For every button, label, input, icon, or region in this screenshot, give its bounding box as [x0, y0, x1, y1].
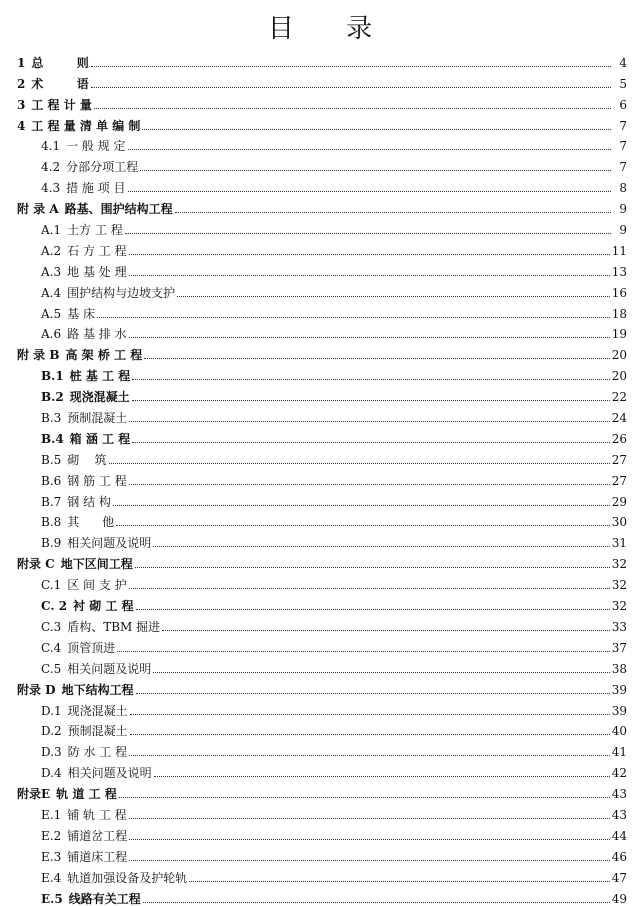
- toc-entry-number: 附录 C: [17, 557, 55, 572]
- dot-leader: [119, 797, 610, 798]
- dot-leader: [130, 734, 610, 735]
- toc-entry[interactable]: [0, 446, 640, 467]
- toc-entry[interactable]: [0, 488, 640, 509]
- toc-entry-page-number: 8: [619, 181, 627, 196]
- toc-entry-number: A.3: [41, 264, 62, 279]
- dot-leader: [129, 484, 610, 485]
- toc-entry-title: 顶管顶进: [67, 640, 116, 655]
- toc-entry[interactable]: [0, 529, 640, 550]
- toc-entry[interactable]: [0, 321, 640, 342]
- dot-leader: [132, 379, 610, 380]
- toc-entry-number: B.1: [41, 369, 64, 384]
- toc-entry-page-number: 40: [611, 724, 627, 739]
- toc-entry-title: 术 语: [31, 76, 89, 91]
- toc-entry-page-number: 4: [619, 55, 627, 70]
- page-title: 目 录: [267, 14, 395, 44]
- toc-entry[interactable]: [0, 153, 640, 174]
- toc-entry[interactable]: [0, 801, 640, 822]
- toc-entry-title: 土方 工 程: [67, 223, 123, 238]
- dot-leader: [143, 902, 610, 903]
- toc-entry-number: B.5: [41, 452, 62, 467]
- toc-entry-title: 一 般 规 定: [66, 139, 126, 154]
- toc-entry-number: A.1: [41, 223, 62, 238]
- toc-entry-page-number: 26: [611, 431, 627, 446]
- dot-leader: [189, 881, 609, 882]
- toc-entry-number: A.2: [41, 243, 62, 258]
- table-of-contents: [0, 49, 640, 906]
- dot-leader: [129, 254, 610, 255]
- toc-entry-number: D.2: [41, 724, 62, 739]
- toc-entry-page-number: 22: [611, 390, 627, 405]
- toc-entry-title: 钢 筋 工 程: [67, 473, 127, 488]
- toc-entry-number: B.7: [41, 494, 62, 509]
- toc-entry-page-number: 13: [611, 264, 627, 279]
- toc-entry[interactable]: [0, 676, 640, 697]
- toc-entry-title: 轨道加强设备及护轮轨: [67, 870, 188, 885]
- dot-leader: [136, 693, 610, 694]
- toc-entry-title: 砌 筑: [67, 452, 107, 467]
- toc-entry-title: 地下区间工程: [60, 557, 133, 572]
- toc-entry[interactable]: [0, 425, 640, 446]
- toc-entry-page-number: 30: [611, 515, 627, 530]
- toc-entry[interactable]: [0, 634, 640, 655]
- toc-entry-number: E.4: [41, 870, 62, 885]
- toc-entry-page-number: 32: [611, 599, 627, 614]
- toc-entry[interactable]: [0, 467, 640, 488]
- toc-entry[interactable]: [0, 759, 640, 780]
- toc-entry-title: 基 床: [67, 306, 95, 321]
- toc-entry[interactable]: [0, 655, 640, 676]
- dot-leader: [129, 421, 609, 422]
- toc-entry[interactable]: [0, 697, 640, 718]
- toc-entry-title: 围护结构与边坡支护: [67, 285, 176, 300]
- toc-entry-title: 相关问题及说明: [67, 661, 152, 676]
- toc-entry[interactable]: [0, 571, 640, 592]
- toc-entry[interactable]: [0, 133, 640, 154]
- toc-entry-title: 线路有关工程: [68, 891, 141, 906]
- toc-entry-title: 相关问题及说明: [67, 766, 152, 781]
- toc-entry-title: 桩 基 工 程: [69, 369, 131, 384]
- toc-entry-number: C. 2: [41, 599, 68, 614]
- toc-entry-page-number: 16: [611, 285, 627, 300]
- toc-entry-page-number: 6: [619, 97, 627, 112]
- toc-entry[interactable]: [0, 885, 640, 906]
- toc-entry-title: 路基、围护结构工程: [64, 202, 173, 217]
- toc-entry-title: 现浇混凝土: [67, 703, 128, 718]
- toc-entry[interactable]: [0, 843, 640, 864]
- dot-leader: [113, 505, 610, 506]
- toc-entry-number: C.1: [41, 578, 62, 593]
- toc-entry-number: E.5: [41, 891, 63, 906]
- dot-leader: [140, 170, 611, 171]
- toc-entry[interactable]: [0, 195, 640, 216]
- toc-entry-number: 4.2: [41, 160, 61, 175]
- toc-entry-page-number: 32: [611, 557, 627, 572]
- toc-entry-title: 现浇混凝土: [69, 390, 130, 405]
- toc-entry[interactable]: [0, 341, 640, 362]
- toc-entry-number: 3: [17, 97, 26, 112]
- dot-leader: [144, 358, 610, 359]
- toc-entry-title: 路 基 排 水: [67, 327, 127, 342]
- toc-entry-page-number: 41: [611, 745, 627, 760]
- toc-entry[interactable]: [0, 70, 640, 91]
- toc-entry-page-number: 44: [611, 828, 627, 843]
- toc-entry-page-number: 39: [611, 682, 627, 697]
- toc-entry-page-number: 29: [611, 494, 627, 509]
- toc-entry-page-number: 24: [611, 411, 627, 426]
- toc-entry-page-number: 39: [611, 703, 627, 718]
- toc-entry[interactable]: [0, 738, 640, 759]
- toc-entry-title: 相关问题及说明: [67, 536, 152, 551]
- toc-entry-number: B.6: [41, 473, 62, 488]
- dot-leader: [153, 672, 610, 673]
- toc-entry-title: 工 程 计 量: [31, 97, 92, 112]
- toc-entry-title: 措 施 项 目: [66, 181, 126, 196]
- toc-entry[interactable]: [0, 112, 640, 133]
- dot-leader: [129, 755, 610, 756]
- toc-entry-page-number: 18: [611, 306, 627, 321]
- toc-entry[interactable]: [0, 49, 640, 70]
- toc-entry-number: 附录 D: [17, 682, 56, 697]
- toc-entry-title: 预制混凝土: [67, 411, 128, 426]
- toc-entry-number: 附 录 B: [17, 348, 60, 363]
- dot-leader: [129, 818, 610, 819]
- toc-entry-title: 高 架 桥 工 程: [65, 348, 143, 363]
- dot-leader: [175, 212, 611, 213]
- toc-entry-number: C.5: [41, 661, 62, 676]
- dot-leader: [97, 317, 610, 318]
- toc-entry-title: 钢 结 构: [67, 494, 111, 509]
- dot-leader: [142, 129, 611, 130]
- toc-entry[interactable]: [0, 509, 640, 530]
- dot-leader: [129, 860, 609, 861]
- toc-entry-number: 2: [17, 76, 26, 91]
- toc-entry-title: 防 水 工 程: [67, 745, 128, 760]
- toc-entry-number: A.5: [41, 306, 62, 321]
- dot-leader: [125, 233, 611, 234]
- toc-entry[interactable]: [0, 174, 640, 195]
- toc-entry-number: D.1: [41, 703, 62, 718]
- toc-entry-page-number: 43: [611, 807, 627, 822]
- toc-entry-title: 地 基 处 理: [67, 264, 127, 279]
- toc-entry-title: 工 程 量 清 单 编 制: [31, 118, 141, 133]
- toc-entry-title: 衬 砌 工 程: [73, 599, 134, 614]
- toc-entry-title: 其 他: [67, 515, 115, 530]
- toc-entry-number: 附 录 A: [17, 202, 59, 217]
- dot-leader: [136, 609, 610, 610]
- toc-entry[interactable]: [0, 216, 640, 237]
- toc-entry-page-number: 20: [611, 348, 627, 363]
- toc-entry-number: B.4: [41, 431, 64, 446]
- toc-entry[interactable]: [0, 864, 640, 885]
- toc-entry[interactable]: [0, 300, 640, 321]
- toc-entry-page-number: 33: [611, 619, 627, 634]
- dot-leader: [109, 463, 610, 464]
- toc-entry[interactable]: [0, 613, 640, 634]
- dot-leader: [154, 776, 610, 777]
- toc-entry-title: 轨 道 工 程: [56, 787, 117, 802]
- toc-entry[interactable]: [0, 592, 640, 613]
- toc-entry-number: B.2: [41, 390, 64, 405]
- dot-leader: [128, 191, 611, 192]
- toc-entry-page-number: 7: [619, 118, 627, 133]
- toc-entry[interactable]: [0, 279, 640, 300]
- dot-leader: [132, 400, 610, 401]
- toc-entry-page-number: 42: [611, 766, 627, 781]
- toc-entry-title: 铺 轨 工 程: [67, 807, 127, 822]
- dot-leader: [129, 839, 609, 840]
- toc-entry-title: 石 方 工 程: [67, 243, 127, 258]
- toc-entry-title: 地下结构工程: [61, 682, 134, 697]
- toc-entry-page-number: 7: [619, 139, 627, 154]
- toc-entry[interactable]: [0, 780, 640, 801]
- toc-entry-number: B.9: [41, 536, 62, 551]
- toc-entry-page-number: 11: [611, 243, 627, 258]
- dot-leader: [129, 588, 610, 589]
- toc-entry-page-number: 19: [611, 327, 627, 342]
- toc-entry-page-number: 49: [611, 891, 627, 906]
- toc-entry[interactable]: [0, 362, 640, 383]
- toc-entry-page-number: 9: [619, 223, 627, 238]
- toc-entry[interactable]: [0, 550, 640, 571]
- toc-entry-page-number: 27: [611, 452, 627, 467]
- toc-entry-number: D.4: [41, 766, 62, 781]
- toc-entry-title: 预制混凝土: [67, 724, 128, 739]
- dot-leader: [116, 525, 610, 526]
- toc-entry-page-number: 7: [619, 160, 627, 175]
- dot-leader: [135, 567, 610, 568]
- toc-entry-page-number: 31: [611, 536, 627, 551]
- toc-entry-number: A.4: [41, 285, 62, 300]
- toc-entry[interactable]: [0, 822, 640, 843]
- toc-entry-title: 分部分项工程: [66, 160, 139, 175]
- toc-entry[interactable]: [0, 404, 640, 425]
- toc-entry-number: 1: [17, 55, 26, 70]
- dot-leader: [129, 337, 610, 338]
- dot-leader: [177, 296, 610, 297]
- toc-entry-number: B.8: [41, 515, 62, 530]
- dot-leader: [128, 149, 611, 150]
- toc-entry-page-number: 37: [611, 640, 627, 655]
- toc-entry-number: E.3: [41, 849, 62, 864]
- toc-entry-page-number: 43: [611, 787, 627, 802]
- toc-entry-page-number: 32: [611, 578, 627, 593]
- dot-leader: [153, 546, 609, 547]
- toc-entry[interactable]: [0, 258, 640, 279]
- dot-leader: [162, 630, 610, 631]
- dot-leader: [91, 87, 611, 88]
- toc-entry-number: C.3: [41, 619, 62, 634]
- toc-entry-number: C.4: [41, 640, 62, 655]
- toc-entry[interactable]: [0, 237, 640, 258]
- toc-entry-page-number: 20: [611, 369, 627, 384]
- toc-entry[interactable]: [0, 718, 640, 739]
- toc-entry-title: 铺道床工程: [67, 849, 128, 864]
- dot-leader: [129, 275, 610, 276]
- toc-entry-page-number: 47: [611, 870, 627, 885]
- toc-entry-title: 铺道岔工程: [67, 828, 128, 843]
- dot-leader: [117, 651, 610, 652]
- toc-entry-number: A.6: [41, 327, 62, 342]
- toc-entry-number: E.2: [41, 828, 62, 843]
- toc-entry-title: 区 间 支 护: [67, 578, 127, 593]
- toc-entry-number: E.1: [41, 807, 62, 822]
- toc-entry-page-number: 46: [611, 849, 627, 864]
- toc-entry-title: 箱 涵 工 程: [69, 431, 131, 446]
- toc-entry-number: 4: [17, 118, 26, 133]
- toc-entry-page-number: 38: [611, 661, 627, 676]
- dot-leader: [132, 442, 610, 443]
- dot-leader: [91, 66, 611, 67]
- toc-entry-number: D.3: [41, 745, 62, 760]
- dot-leader: [130, 714, 610, 715]
- toc-entry-title: 总 则: [31, 55, 89, 70]
- toc-entry-number: 4.1: [41, 139, 61, 154]
- toc-entry-page-number: 27: [611, 473, 627, 488]
- toc-entry-page-number: 9: [619, 202, 627, 217]
- toc-entry[interactable]: [0, 383, 640, 404]
- toc-entry[interactable]: [0, 91, 640, 112]
- toc-entry-number: 附录E: [17, 787, 51, 802]
- toc-entry-number: 4.3: [41, 181, 61, 196]
- toc-entry-number: B.3: [41, 411, 62, 426]
- dot-leader: [94, 108, 611, 109]
- toc-entry-page-number: 5: [619, 76, 627, 91]
- toc-entry-title: 盾构、TBM 掘进: [67, 619, 161, 634]
